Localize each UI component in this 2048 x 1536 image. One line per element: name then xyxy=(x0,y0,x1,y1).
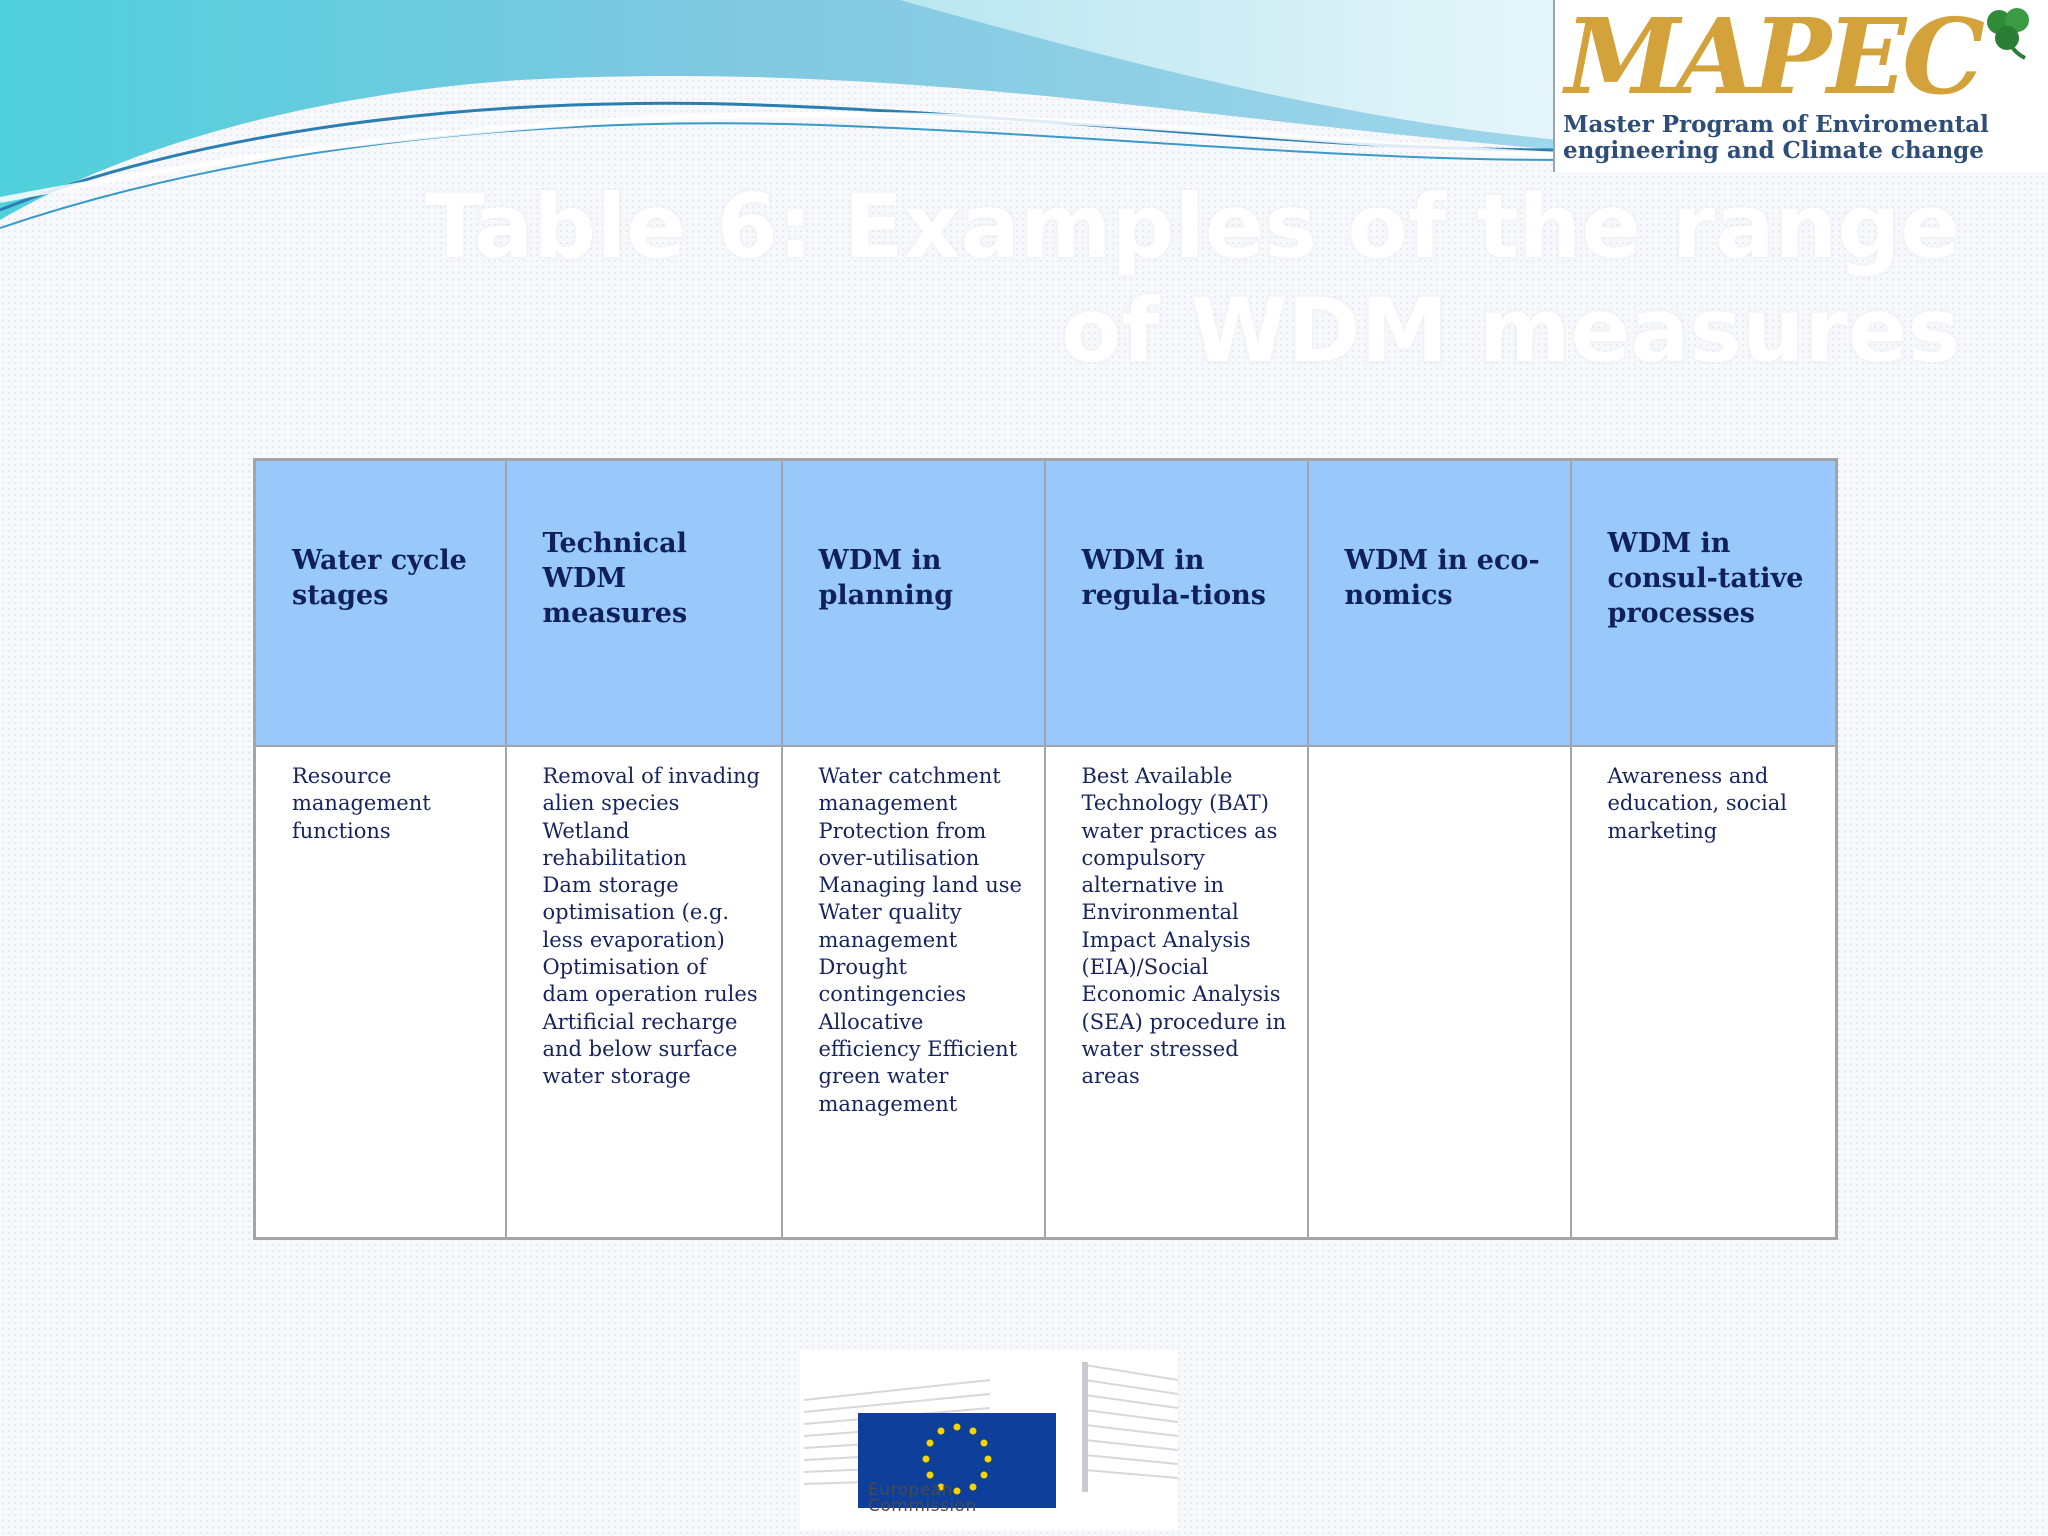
clover-icon xyxy=(1977,2,2041,62)
cell-wdm-in-economics xyxy=(1308,746,1571,1239)
slide-title-line2: of WDM measures xyxy=(1061,279,1960,382)
cell-line: water practices as xyxy=(1081,818,1278,843)
european-commission-logo xyxy=(800,1350,1178,1530)
header-wdm-in-planning: WDM in planning xyxy=(782,460,1045,747)
eu-wordmark-line1: European xyxy=(868,1480,953,1500)
cell-line: Best Available xyxy=(1081,764,1233,788)
cell-wdm-in-consultative-processes xyxy=(1571,746,1837,1239)
cell-wdm-in-planning xyxy=(782,746,1045,1239)
header-technical-wdm-measures: Technical WDM measures xyxy=(506,460,782,747)
cell-line: management xyxy=(292,791,431,816)
slide-title xyxy=(300,175,1960,383)
cell-line: Water catchment xyxy=(818,764,1001,788)
cell-line: Water quality xyxy=(818,900,962,925)
cell-line: compulsory xyxy=(1081,845,1205,870)
cell-line: Drought xyxy=(818,955,907,980)
cell-line: management xyxy=(818,1091,958,1116)
mapec-tagline-line1: Master Program of Enviromental xyxy=(1563,111,1989,138)
cell-line: areas xyxy=(1081,1064,1140,1089)
table-header-row xyxy=(255,460,1837,747)
mapec-tagline-line2: engineering and Climate change xyxy=(1563,137,1984,164)
cell-line: rehabilitation xyxy=(542,845,687,870)
cell-line: optimisation (e.g. xyxy=(542,900,730,925)
cell-line: green water xyxy=(818,1064,949,1089)
cell-line: management xyxy=(818,927,958,952)
cell-line: Impact Analysis xyxy=(1081,927,1251,952)
cell-line: alien species xyxy=(542,791,680,816)
mapec-logo-mark: MAPEC xyxy=(1565,0,1982,118)
cell-line: over-utilisation xyxy=(818,845,980,870)
cell-line: (SEA) procedure in xyxy=(1081,1009,1287,1034)
cell-line: Managing land use xyxy=(818,873,1022,898)
eu-wordmark-line2: Commission xyxy=(868,1496,977,1516)
cell-line: alternative in xyxy=(1081,873,1225,898)
wdm-measures-table xyxy=(253,458,1838,1240)
cell-line: Resource xyxy=(292,764,392,788)
slide-title-line1: Table 6: Examples of the range xyxy=(425,175,1960,278)
cell-line: water stressed xyxy=(1081,1036,1239,1061)
cell-line: contingencies xyxy=(818,982,967,1007)
cell-line: Environmental xyxy=(1081,900,1239,925)
cell-line: Allocative xyxy=(818,1009,924,1034)
cell-line: Wetland xyxy=(542,818,630,843)
cell-line: less evaporation) xyxy=(542,927,725,952)
cell-line: and below surface xyxy=(542,1036,738,1061)
cell-line: management xyxy=(818,791,958,816)
cell-line: Removal of invading xyxy=(542,764,760,788)
mapec-tagline xyxy=(1563,112,2043,164)
cell-line: education, social xyxy=(1607,791,1787,816)
cell-line: water storage xyxy=(542,1064,691,1089)
cell-line: Artificial recharge xyxy=(542,1009,738,1034)
mapec-logo xyxy=(1553,0,2048,172)
cell-water-cycle-stages xyxy=(255,746,506,1239)
cell-line: Economic Analysis xyxy=(1081,982,1281,1007)
cell-line: Dam storage xyxy=(542,873,679,898)
cell-line: dam operation rules xyxy=(542,982,758,1007)
header-wdm-in-economics: WDM in eco-nomics xyxy=(1308,460,1571,747)
table-row xyxy=(255,746,1837,1239)
cell-line: marketing xyxy=(1607,818,1718,843)
cell-line: Optimisation of xyxy=(542,955,707,980)
cell-line: functions xyxy=(292,818,391,843)
cell-line: Protection from xyxy=(818,818,987,843)
cell-line: Awareness and xyxy=(1607,764,1769,788)
cell-technical-wdm-measures xyxy=(506,746,782,1239)
header-water-cycle-stages: Water cycle stages xyxy=(255,460,506,747)
cell-line: (EIA)/Social xyxy=(1081,955,1209,980)
cell-line: efficiency Efficient xyxy=(818,1036,1018,1061)
header-wdm-in-consultative-processes: WDM in consul-tative processes xyxy=(1571,460,1837,747)
cell-wdm-in-regulations xyxy=(1045,746,1308,1239)
cell-line: Technology (BAT) xyxy=(1081,791,1269,816)
european-commission-wordmark xyxy=(868,1482,1088,1514)
header-wdm-in-regulations: WDM in regula-tions xyxy=(1045,460,1308,747)
